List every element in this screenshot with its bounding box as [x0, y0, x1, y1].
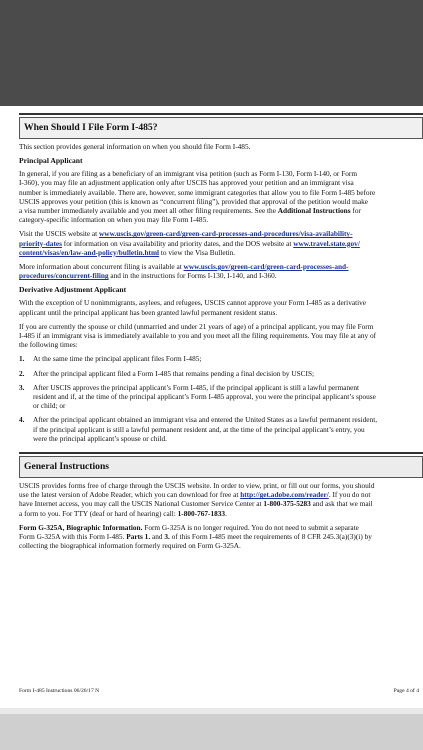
- concurrent-filing-line-1: [19, 262, 423, 271]
- tty-phone-number: 1-800-767-1833: [177, 508, 226, 518]
- g325-line-2-pre: Form G-325A with this Form I-485.: [19, 532, 127, 542]
- principal-line-5-post: for: [350, 206, 361, 216]
- dos-website-link[interactable]: www.travel.state.gov/: [293, 238, 360, 248]
- derivative-heading: Derivative Adjustment Applicant: [19, 285, 127, 295]
- nccc-phone-number: 1-800-375-5283: [263, 499, 311, 509]
- list-number: 1.: [19, 354, 25, 364]
- top-bar: [0, 0, 423, 106]
- concurrent-filing-link-cont[interactable]: procedures/concurrent-filing: [19, 271, 109, 281]
- general-line-4-post: .: [225, 508, 227, 518]
- g325-line-1: [19, 523, 423, 532]
- additional-instructions-ref: Additional Instructions: [277, 206, 351, 216]
- general-line-3-post: and ask that we mail: [310, 499, 373, 509]
- page-footer: [19, 688, 419, 695]
- parts-3-ref: 3.: [164, 532, 170, 542]
- principal-line-5-pre: a visa number immediately available and you meet all other filing requirements. See the: [19, 206, 278, 216]
- list-line: if the principal applicant is still a lawful permanent resident and, at the time of the principal applicant’s entry, you: [33, 424, 365, 434]
- intro-text: This section provides general information on when you should file Form I-485.: [19, 142, 251, 151]
- list-number: 3.: [19, 382, 25, 392]
- visa-line-pre: Visit the USCIS website at: [19, 229, 100, 239]
- visa-line-post: to view the Visa Bulletin.: [159, 247, 236, 257]
- list-item: [19, 369, 423, 378]
- list-number: 2.: [19, 368, 25, 378]
- general-line-2: [19, 490, 423, 499]
- g325-line-2-mid: and: [150, 532, 165, 542]
- general-line-2-post: . If you do not: [328, 490, 371, 500]
- concurrent-pre: More information about concurrent filing is available at: [19, 262, 184, 272]
- list-line: After USCIS approves the principal applicant’s Form I-485, if the principal applicant is still a lawful permanent: [33, 382, 360, 392]
- principal-line-3: number is immediately available. There are, however, some immigrant categories that allow you to file Form I-485 before: [19, 187, 376, 197]
- general-line-1: USCIS provides forms free of charge through the USCIS website. In order to view, print, or fill out our forms, you should: [19, 481, 375, 491]
- visa-line-mid: for information on visa availability and priority dates, and the DOS website at: [61, 238, 294, 248]
- parts-1-ref: Parts 1.: [126, 532, 151, 542]
- principal-line-6: category-specific information on when you may file Form I-485.: [19, 215, 209, 225]
- page-content: [19, 113, 423, 551]
- general-line-4-pre: a form to you. For TTY (deaf or hard of hearing) call:: [19, 508, 178, 518]
- general-line-3-pre: have Internet access, you may call the USCIS National Customer Service Center at: [19, 499, 264, 509]
- principal-line-1: In general, if you are filing as a beneficiary of an immigrant visa petition (such as Form I-130, Form I-140, or Form: [19, 169, 358, 179]
- g325-line-3: collecting the biographical information formerly required on Form G-325A.: [19, 541, 241, 551]
- derivative-p1-line-1: With the exception of U nonimmigrants, asylees, and refugees, USCIS cannot approve your Form I-485 as a derivative: [19, 298, 367, 308]
- list-number: 4.: [19, 415, 25, 425]
- list-line: resident and if, at the time of the principal applicant’s Form I-485 approval, you were the principal applicant’s spouse: [33, 392, 376, 402]
- list-line: were the principal applicant’s spouse or child.: [33, 433, 167, 443]
- list-line: or child; or: [33, 401, 66, 411]
- principal-line-5: [19, 206, 423, 215]
- principal-line-2: I-360), you may file an adjustment application only after USCIS has approved your petition and an immigrant visa: [19, 178, 354, 188]
- derivative-p2-line-3: the following times:: [19, 340, 78, 350]
- g325-line-1-post: Form G-325A is no longer required. You do not need to submit a separate: [142, 522, 359, 532]
- visa-availability-line-1: [19, 229, 423, 238]
- principal-line-4: USCIS approves your petition (this is known as “concurrent filing”), provided that approval of the petition would make: [19, 196, 368, 206]
- principal-heading: Principal Applicant: [19, 156, 83, 166]
- visa-availability-link-cont[interactable]: priority-dates: [19, 238, 62, 248]
- list-line: After the principal applicant obtained an immigrant visa and entered the United States as a lawful permanent resident,: [33, 415, 378, 425]
- bottom-bar: [0, 714, 423, 750]
- visa-bulletin-link[interactable]: content/visas/en/law-and-policy/bulletin.html: [19, 247, 160, 257]
- visa-availability-link[interactable]: www.uscis.gov/green-card/green-card-processes-and-procedures/visa-availability-: [99, 229, 353, 239]
- footer-form-id: Form I-485 Instructions 06/26/17 N: [19, 688, 100, 694]
- list-line: At the same time the principal applicant files Form I-485;: [33, 354, 202, 364]
- concurrent-filing-link[interactable]: www.uscis.gov/green-card/green-card-processes-and-: [183, 262, 349, 272]
- list-line: After the principal applicant filed a Form I-485 that remains pending a final decision by USCIS;: [33, 368, 315, 378]
- list-item: [19, 415, 423, 443]
- derivative-p2-line-2: I-485 if an immigrant visa is immediately available to you and you meet all the filing requirements. You may file at any of: [19, 331, 377, 341]
- concurrent-post: and in the instructions for Forms I-130, I-140, and I-360.: [108, 271, 277, 281]
- list-item: [19, 383, 423, 411]
- g325-line-2: [19, 532, 423, 541]
- document-page: [0, 106, 423, 708]
- concurrent-filing-line-2: [19, 271, 423, 280]
- section-title-general-instructions: General Instructions: [19, 456, 423, 478]
- visa-availability-line-3: [19, 248, 423, 257]
- g325-line-2-post: of this Form I-485 meet the requirements of 8 CFR 245.3(a)(3)(i) by: [169, 532, 372, 542]
- general-line-2-pre: use the latest version of Adobe Reader, which you can download for free at: [19, 490, 241, 500]
- general-line-3: [19, 499, 423, 508]
- section-title-when-to-file: When Should I File Form I-485?: [19, 117, 423, 139]
- derivative-p1-line-2: applicant until the principal applicant has been granted lawful permanent resident status.: [19, 307, 278, 317]
- g325-heading: Form G-325A, Biographic Information.: [19, 522, 143, 532]
- footer-page-number: Page 4 of 4: [393, 688, 419, 694]
- adobe-reader-link[interactable]: http://get.adobe.com/reader/: [240, 490, 329, 500]
- derivative-p2-line-1: If you are currently the spouse or child (unmarried and under 21 years of age) of a principal applicant, you may file Form: [19, 321, 374, 331]
- list-item: [19, 354, 423, 363]
- visa-availability-line-2: [19, 239, 423, 248]
- general-line-4: [19, 509, 423, 518]
